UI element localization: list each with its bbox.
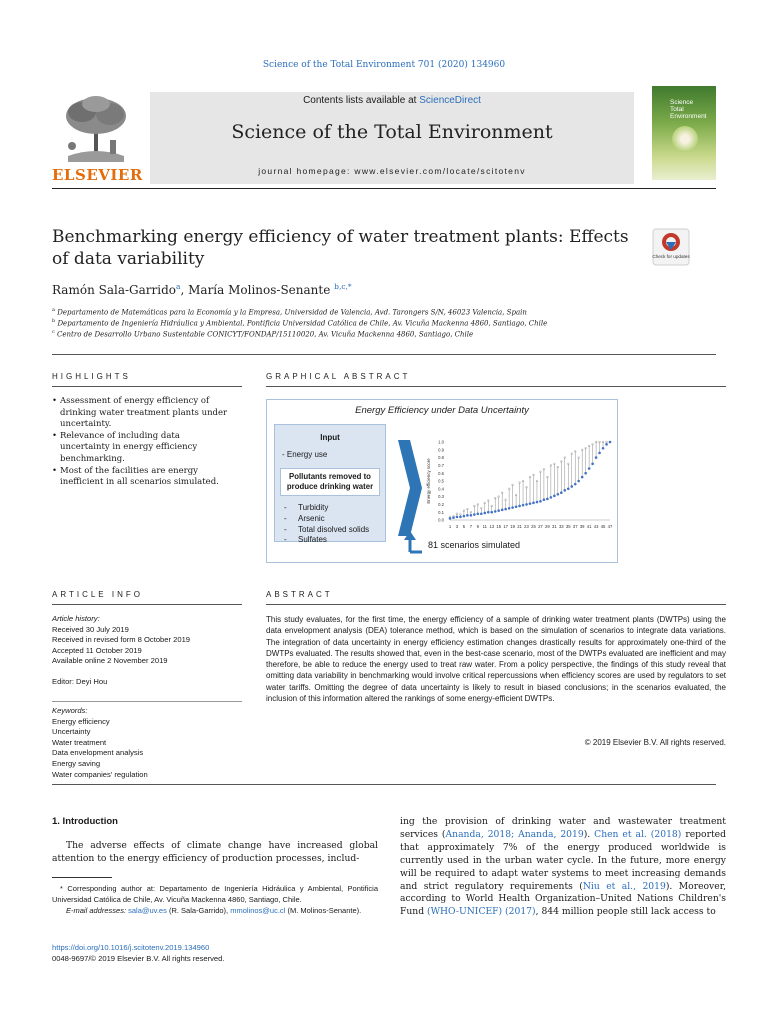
pollutant-label: Sulfates [298, 535, 327, 545]
data-point [508, 507, 511, 510]
email-line [52, 905, 378, 916]
data-point [581, 476, 584, 479]
data-point [449, 517, 452, 520]
graphical-abstract-heading: GRAPHICAL ABSTRACT [266, 372, 411, 381]
data-point [563, 489, 566, 492]
x-tick-label: 17 [503, 524, 508, 529]
x-tick-label: 47 [607, 524, 613, 529]
header-rule [52, 188, 716, 189]
x-tick-label: 25 [531, 524, 536, 529]
issn-line: 0048-9697/© 2019 Elsevier B.V. All rights reserved. [52, 954, 225, 963]
data-point [487, 511, 490, 514]
affiliation-mark: b [52, 318, 56, 324]
x-tick-label: 41 [586, 524, 592, 529]
keywords-list [52, 706, 248, 780]
data-point [557, 493, 560, 496]
y-axis-label: Energy efficiency score [426, 458, 431, 504]
email-owner: (M. Molinos-Senante). [285, 906, 362, 915]
data-point [525, 503, 528, 506]
cover-title-line1: Science [670, 99, 694, 106]
data-point [504, 508, 507, 511]
affiliation [52, 318, 547, 327]
highlights-heading: HIGHLIGHTS [52, 372, 131, 381]
data-point [605, 443, 608, 446]
list-item [284, 525, 369, 536]
affiliation-text: Departamento de Ingeniería Hidráulica y Ambiental, Pontificia Universidad Católica de Chile, Av. Vicuña Mackenna 4860, Santiago, Chile [57, 319, 548, 328]
y-tick-label: 0.5 [438, 478, 444, 484]
x-tick-label: 45 [600, 524, 606, 529]
history-item: Available online 2 November 2019 [52, 656, 168, 666]
doi-block [52, 942, 378, 964]
citation-link[interactable]: Ananda, 2018; Ananda, 2019 [445, 828, 584, 840]
article-history [52, 614, 248, 688]
data-point [466, 514, 469, 517]
keyword[interactable]: Water treatment [52, 737, 107, 747]
scenarios-label: 81 scenarios simulated [428, 540, 521, 550]
author-name: Ramón Sala-Garrido [52, 283, 176, 297]
pollutant-label: Turbidity [298, 503, 329, 512]
pollutant-dash: - [284, 535, 287, 545]
data-point [595, 456, 598, 459]
pollutants-title: Pollutants removed to produce drinking water [286, 472, 374, 491]
citation-link[interactable]: Niu et al., 2019 [582, 880, 666, 892]
doi-link[interactable]: https://doi.org/10.1016/j.scitotenv.2019.134960 [52, 943, 210, 952]
list-item [284, 514, 369, 525]
list-item: • Relevance of including data uncertainty in energy efficiency benchmarking. [52, 431, 232, 466]
data-point [532, 502, 535, 505]
citation-link[interactable]: (WHO-UNICEF) (2017) [427, 906, 536, 918]
cover-title [670, 100, 714, 120]
journal-citation-link[interactable]: Science of the Total Environment 701 (2020) 134960 [262, 60, 506, 70]
author-separator: , [180, 283, 189, 297]
y-tick-label: 0.7 [438, 463, 444, 468]
data-point [591, 463, 594, 466]
y-tick-label: 0.4 [438, 486, 444, 492]
article-info-heading: ARTICLE INFO [52, 590, 143, 599]
data-point [539, 500, 542, 503]
affiliation [52, 329, 473, 338]
abstract-text: This study evaluates, for the first time, the energy efficiency of a sample of drinking water treatment plants (DWTPs) using the data envelopment analysis (DEA) tolerance method, which is based on the simulation of scenarios to integrate data variations. The integration of data uncertainty in energy efficiency estimation changes drastically results for approximately one-third of the DWTPs evaluated. The results showed that, even in the best-case scenario, most of the DWTPs evaluated are inefficient and may therefore, be able to reduce the energy used to treat raw water. From a policy perspective, the findings of this study reveal that omitting data variability in benchmarking would involve critical repercussions when efficiency scores are used by regulators to set water tariffs. Omitting the degree of data uncertainty is likely to result in biased conclusions; in the scenarios evaluated, the inclusion of this information altered the rankings of some energy-efficient DWTPs. [266, 615, 726, 704]
graphical-abstract-title: Energy Efficiency under Data Uncertainty [355, 405, 529, 416]
journal-title: Science of the Total Environment [231, 121, 553, 143]
homepage-url-link[interactable]: www.elsevier.com/locate/scitotenv [354, 166, 526, 176]
x-tick-label: 9 [476, 524, 479, 529]
y-tick-label: 0.0 [438, 517, 444, 523]
footnote-rule [52, 877, 112, 878]
data-point [567, 488, 570, 491]
affiliation-mark: a [52, 307, 55, 313]
corresponding-text: * Corresponding author at: Departamento de Ingeniería Hidráulica y Ambiental, Pontificia Universidad Católica de Chile, Av. Vicuña Mackenna 4860, Santiago, Chile. [52, 884, 378, 904]
email-owner: (R. Sala-Garrido), [166, 906, 231, 915]
data-point [546, 498, 549, 501]
x-tick-label: 33 [558, 524, 564, 529]
abstract-bottom-rule [52, 784, 716, 785]
history-item: Received in revised form 8 October 2019 [52, 635, 191, 645]
data-point [501, 509, 504, 512]
corresponding-author-footnote [52, 883, 378, 916]
x-tick-label: 29 [545, 524, 550, 529]
keyword[interactable]: Energy saving [52, 758, 101, 768]
chevron-right-icon [398, 440, 422, 536]
x-tick-label: 31 [552, 524, 557, 529]
contents-line [150, 95, 634, 106]
pollutant-label: Arsenic [298, 513, 325, 523]
data-point [463, 515, 466, 518]
email-link[interactable]: sala@uv.es [128, 906, 167, 915]
data-point [609, 441, 612, 444]
journal-cover-image[interactable] [652, 86, 716, 180]
x-tick-label: 13 [489, 524, 495, 529]
pollutants-list [284, 503, 369, 546]
x-tick-label: 27 [538, 524, 543, 529]
body-text-run: ). Moreover, according to World Health Organization–United Nations Children's Fund [400, 880, 726, 918]
x-tick-label: 3 [455, 524, 459, 529]
x-tick-label: 35 [565, 524, 571, 529]
contents-prefix: Contents lists available at [303, 95, 420, 106]
data-point [560, 491, 563, 494]
data-point [522, 504, 525, 507]
journal-homepage [150, 166, 634, 176]
list-item: • Most of the facilities are energy inefficient in all scenarios simulated. [52, 466, 232, 489]
sciencedirect-link[interactable]: ScienceDirect [419, 95, 481, 106]
data-point [602, 447, 605, 450]
x-tick-label: 5 [462, 524, 466, 529]
keyword[interactable]: Uncertainty [52, 727, 91, 737]
pollutant-dash: - [284, 503, 287, 512]
list-item [284, 503, 369, 514]
x-tick-label: 1 [448, 524, 452, 529]
data-point [598, 452, 601, 455]
data-point [518, 505, 521, 508]
graphical-abstract-rule [266, 386, 726, 387]
abstract-heading: ABSTRACT [266, 590, 333, 599]
data-point [494, 510, 497, 513]
keyword[interactable]: Water companies' regulation [52, 769, 148, 779]
author-affiliation-mark[interactable]: b,c,* [334, 282, 352, 291]
x-tick-label: 21 [517, 524, 522, 529]
title-rule [52, 354, 716, 355]
homepage-prefix: journal homepage: [258, 166, 355, 176]
data-point [536, 501, 539, 504]
keyword[interactable]: Energy efficiency [52, 716, 110, 726]
body-text-run: reported that approximately 7% of the energy produced worldwide is currently used in the urban water cycle. In the future, more energy will be required to adapt water systems to meet increasing demands and strict regulatory requirements ( [400, 828, 726, 892]
data-point [515, 505, 518, 508]
data-point [570, 485, 573, 488]
history-item: Received 30 July 2019 [52, 624, 129, 634]
data-point [490, 511, 493, 514]
author-list [52, 282, 352, 297]
email-label: E-mail addresses: [66, 906, 129, 915]
affiliation [52, 307, 527, 316]
article-title: Benchmarking energy efficiency of water treatment plants: Effects of data variability [52, 227, 629, 269]
author-name: María Molinos-Senante [188, 283, 331, 297]
data-point [470, 514, 473, 517]
y-tick-label: 1.0 [438, 439, 444, 445]
data-point [452, 516, 455, 519]
body-text-run: ). [583, 828, 595, 840]
data-point [483, 512, 486, 515]
keyword[interactable]: Data envelopment analysis [52, 748, 144, 758]
x-tick-label: 23 [524, 524, 529, 529]
data-point [553, 495, 556, 498]
intro-paragraph-right [400, 816, 726, 919]
pollutant-dash: - [284, 513, 287, 523]
citation-link[interactable]: Chen et al. (2018) [594, 828, 682, 840]
x-tick-label: 11 [482, 524, 487, 529]
highlights-rule [52, 386, 242, 387]
email-link[interactable]: mmolinos@uc.cl [230, 906, 286, 915]
intro-paragraph-left: The adverse effects of climate change have increased global attention to the energy efficiency of production processes, includ- [52, 840, 378, 864]
x-tick-label: 37 [572, 524, 578, 529]
x-tick-label: 7 [469, 524, 473, 529]
data-point [459, 516, 462, 519]
data-point [473, 513, 476, 516]
data-point [550, 496, 553, 499]
efficiency-scatter-chart [420, 436, 616, 536]
y-tick-label: 0.6 [438, 470, 444, 476]
y-tick-label: 0.2 [438, 502, 444, 507]
keywords-label: Keywords: [52, 706, 88, 715]
data-point [497, 509, 500, 512]
data-point [574, 483, 577, 486]
check-for-updates-label: Check for updates [652, 254, 690, 259]
pollutant-label: Total disolved solids [298, 524, 370, 534]
y-tick-label: 0.1 [438, 509, 444, 515]
y-tick-label: 0.3 [438, 494, 444, 500]
history-label: Article history: [52, 614, 100, 623]
y-tick-label: 0.9 [438, 447, 444, 453]
author-affiliation-mark[interactable]: a [176, 282, 181, 291]
list-item: • Assessment of energy efficiency of drinking water treatment plants under uncertainty. [52, 396, 232, 431]
input-energy-item: - Energy use [282, 450, 328, 459]
affiliation-text: Departamento de Matemáticas para la Economía y la Empresa, Universidad de Valencia, Avd. Tarongers S/N, 46023 Valencia, Spain [57, 308, 527, 317]
data-point [588, 467, 591, 470]
cover-title-line2: Total Environment [670, 105, 707, 120]
history-item: Accepted 11 October 2019 [52, 645, 142, 655]
affiliation-mark: c [52, 329, 55, 335]
data-point [511, 506, 514, 509]
y-tick-label: 0.8 [438, 455, 444, 461]
section-heading-introduction: 1. Introduction [52, 816, 118, 827]
input-panel-title: Input [320, 433, 340, 442]
data-point [480, 512, 483, 515]
data-point [543, 498, 546, 501]
data-point [529, 502, 532, 505]
highlights-list [52, 396, 232, 489]
pollutant-dash: - [284, 524, 287, 534]
body-text-run: ing the provision of drinking water and wastewater treatment services ( [400, 816, 726, 840]
data-point [584, 472, 587, 475]
publisher-wordmark: ELSEVIER [52, 166, 143, 184]
abstract-copyright: © 2019 Elsevier B.V. All rights reserved. [584, 738, 726, 747]
list-item [284, 535, 369, 546]
x-tick-label: 15 [496, 524, 502, 529]
affiliation-text: Centro de Desarrollo Urbano Sustentable CONICYT/FONDAP/15110020, Av. Vicuña Mackenna 4860, Santiago, Chile [57, 330, 474, 339]
data-point [577, 480, 580, 483]
x-tick-label: 19 [510, 524, 515, 529]
editor-line: Editor: Deyi Hou [52, 676, 108, 686]
article-info-rule [52, 604, 242, 605]
x-tick-label: 43 [593, 524, 599, 529]
body-text-run: , 844 million people still lack access to [535, 906, 716, 918]
x-tick-label: 39 [579, 524, 585, 529]
cover-flower-icon [670, 124, 700, 154]
keywords-rule [52, 701, 242, 702]
abstract-rule [266, 604, 726, 605]
check-for-updates-icon[interactable] [652, 228, 690, 266]
data-point [456, 516, 459, 519]
data-point [477, 512, 480, 515]
